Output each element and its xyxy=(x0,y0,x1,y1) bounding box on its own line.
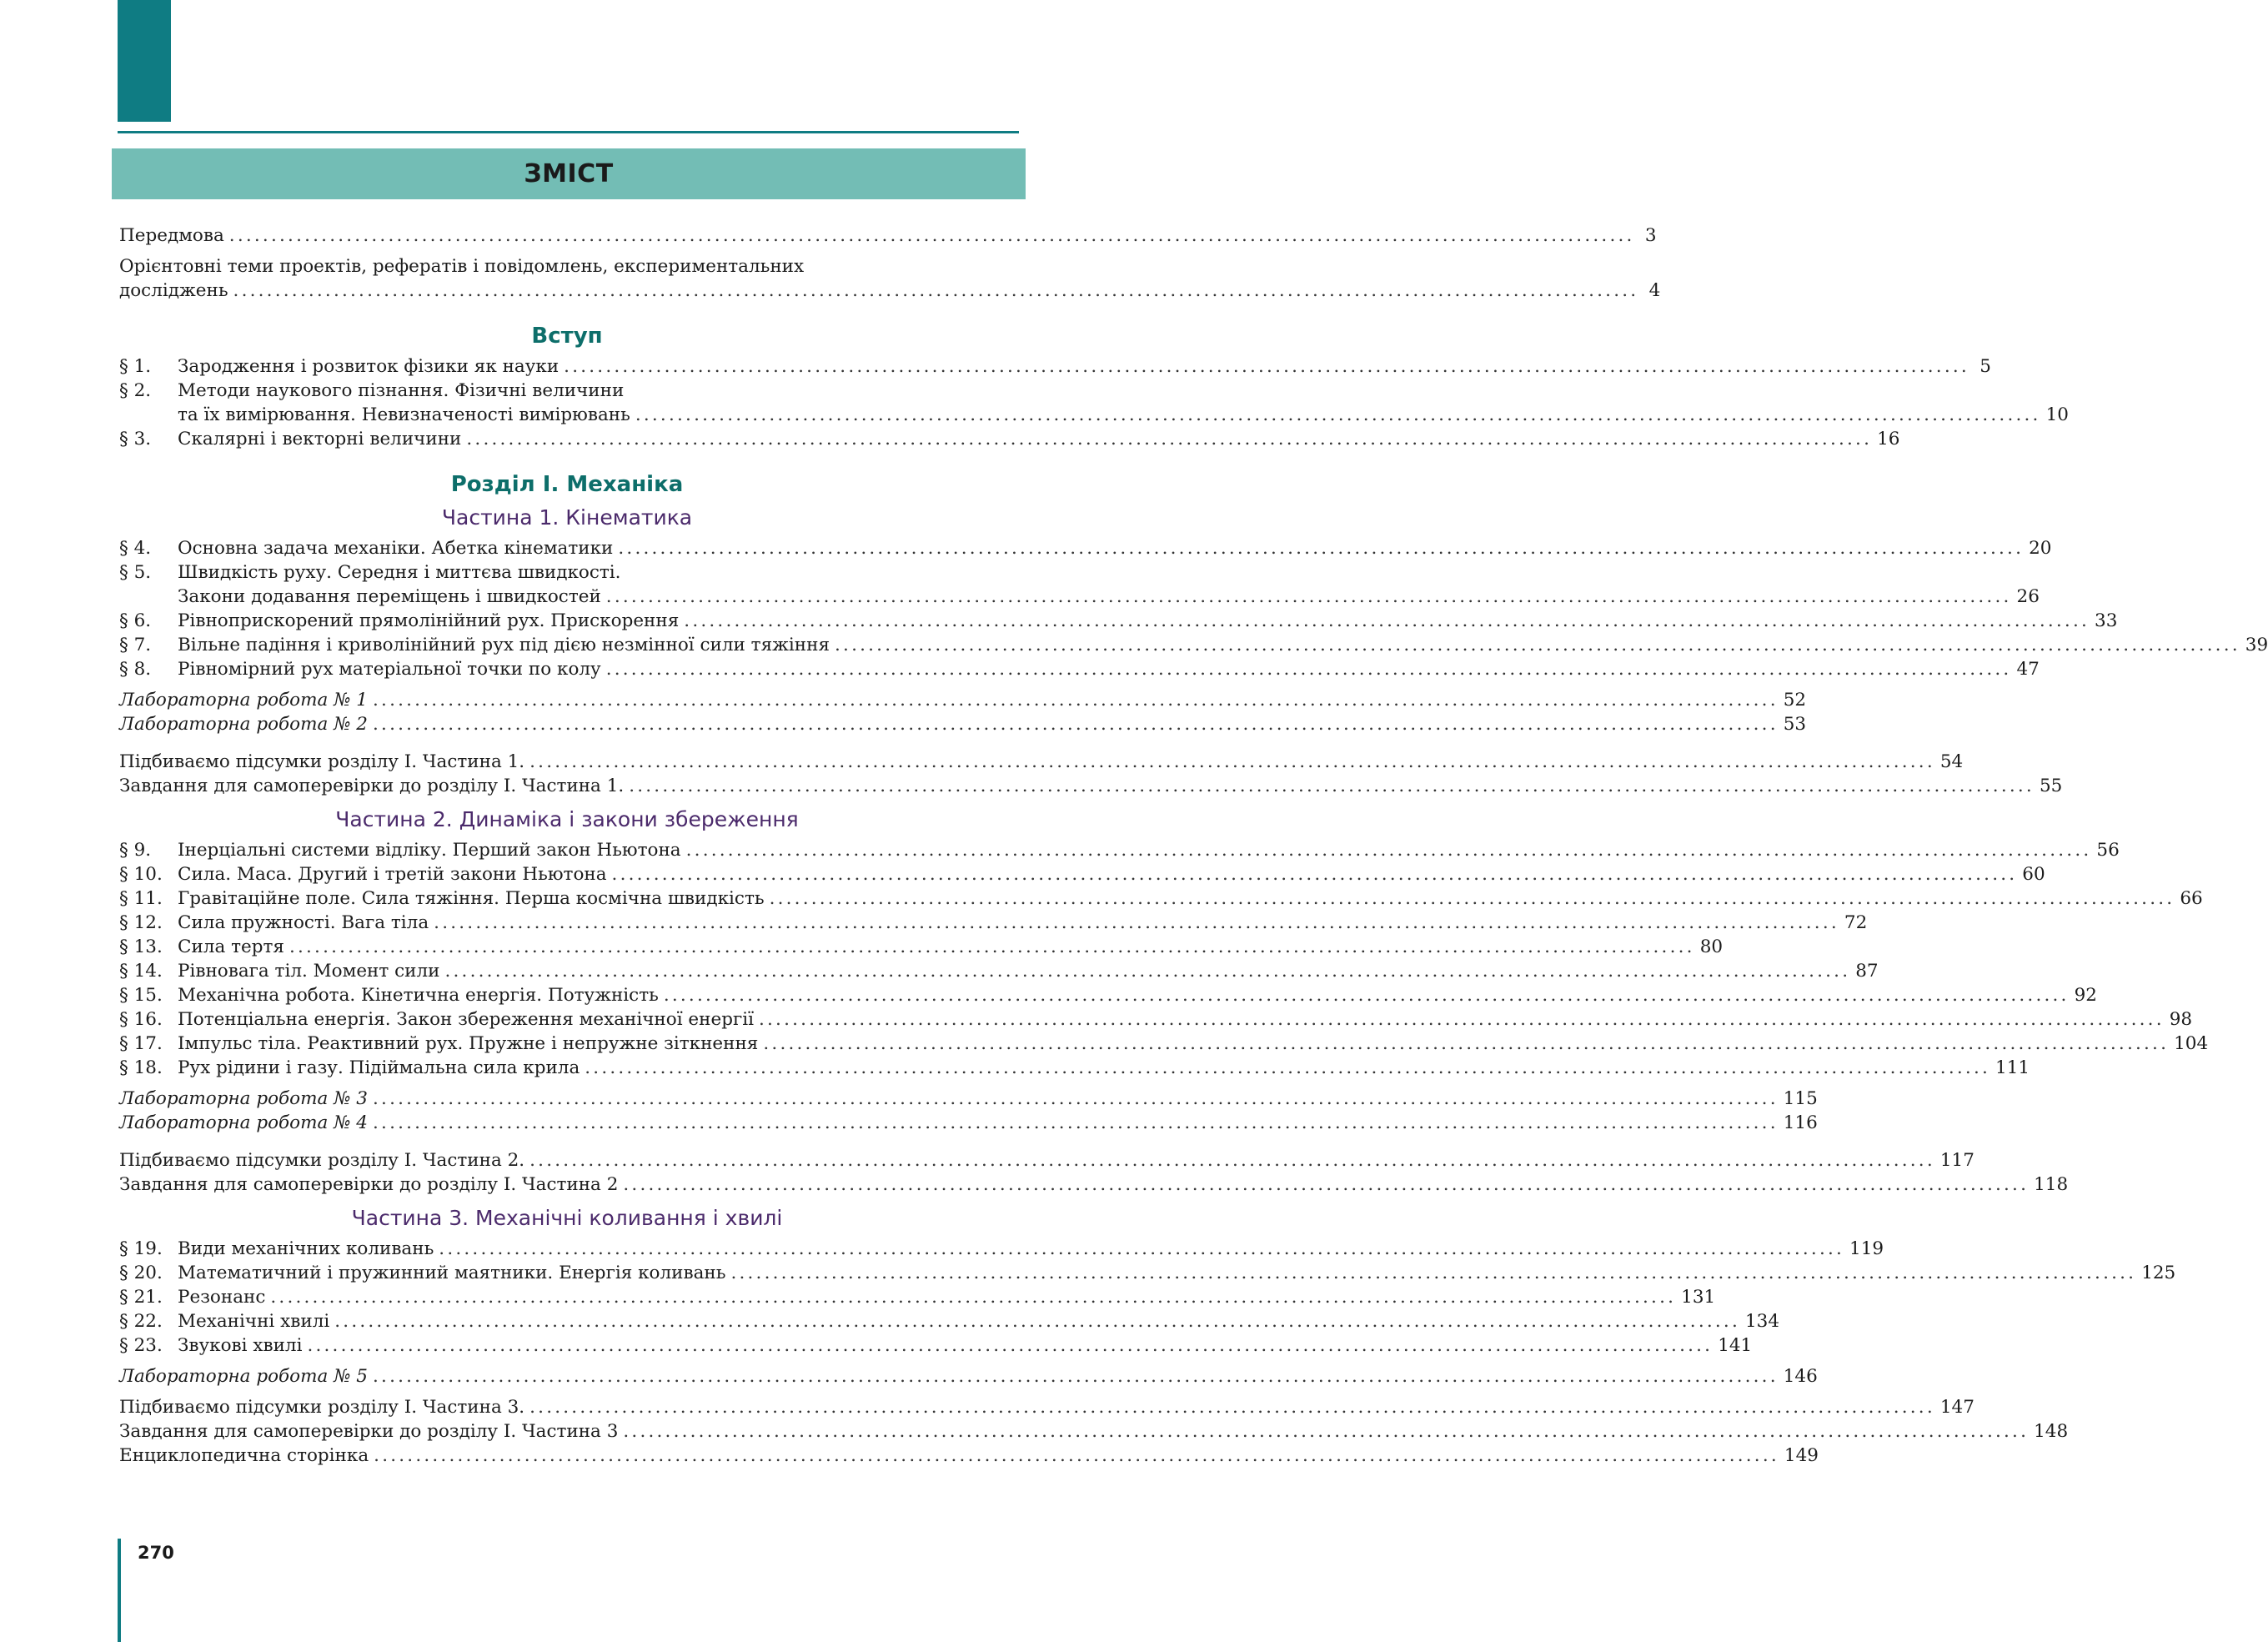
toc-entry[interactable] xyxy=(119,983,2097,1007)
toc-entry-summary[interactable] xyxy=(119,750,1964,774)
entry-title: Резонанс xyxy=(178,1287,266,1308)
toc-entry[interactable] xyxy=(119,838,2120,862)
leader-dots xyxy=(529,1395,1935,1419)
entry-title: Завдання для самоперевірки до розділу І. Частина 2 xyxy=(119,1174,619,1195)
entry-title: Основна задача механіки. Абетка кінематики xyxy=(178,538,614,559)
leader-dots xyxy=(606,657,2012,681)
entry-page: 146 xyxy=(1783,1366,1818,1387)
entry-title: Лабораторна робота № 1 xyxy=(119,690,368,711)
entry-page: 148 xyxy=(2034,1421,2069,1442)
leader-dots xyxy=(564,354,1969,379)
toc-entry[interactable] xyxy=(119,657,2040,681)
entry-title: Зародження і розвиток фізики як науки xyxy=(178,356,559,377)
toc-entry-topics-line1[interactable]: Орієнтовні теми проектів, рефератів і повідомлень, експериментальних xyxy=(119,256,805,277)
leader-dots xyxy=(373,688,1779,712)
entry-page: 16 xyxy=(1877,429,1900,449)
entry-title: Рівновага тіл. Момент сили xyxy=(178,961,440,982)
part-heading-oscillations: Частина 3. Механічні коливання і хвилі xyxy=(351,1206,783,1230)
entry-page: 141 xyxy=(1718,1335,1753,1356)
entry-page: 98 xyxy=(2169,1009,2193,1030)
entry-title: Інерціальні системи відліку. Перший закон Ньютона xyxy=(178,840,681,861)
toc-entry-summary[interactable] xyxy=(119,1395,1974,1419)
entry-number: § 12. xyxy=(119,912,163,933)
toc-entry-lab[interactable] xyxy=(119,1087,1818,1111)
entry-number: § 20. xyxy=(119,1263,163,1283)
entry-title: Завдання для самоперевірки до розділу І. Частина 1. xyxy=(119,776,625,796)
leader-dots xyxy=(444,959,1850,983)
entry-page: 52 xyxy=(1783,690,1807,711)
entry-page: 10 xyxy=(2045,404,2069,425)
entry-title: Рівномірний рух матеріальної точки по колу xyxy=(178,659,601,680)
toc-entry[interactable] xyxy=(119,354,1991,379)
toc-entry-continuation[interactable] xyxy=(119,585,2040,609)
toc-entry[interactable] xyxy=(119,1237,1884,1261)
entry-title: Швидкість руху. Середня і миттєва швидкості. xyxy=(178,562,621,583)
toc-entry-lab[interactable] xyxy=(119,1364,1818,1388)
leader-dots xyxy=(629,774,2035,798)
leader-dots xyxy=(730,1261,2136,1285)
entry-number: § 18. xyxy=(119,1057,163,1078)
entry-number: § 1. xyxy=(119,356,152,377)
entry-title: Підбиваємо підсумки розділу І. Частина 3. xyxy=(119,1397,525,1418)
entry-page: 104 xyxy=(2174,1033,2209,1054)
entry-title: Лабораторна робота № 5 xyxy=(119,1366,368,1387)
toc-entry[interactable] xyxy=(119,1056,2030,1080)
entry-title: Передмова xyxy=(119,225,224,246)
entry-number: § 21. xyxy=(119,1287,163,1308)
toc-entry[interactable] xyxy=(119,1261,2176,1285)
leader-dots xyxy=(307,1333,1713,1358)
part-heading-dynamics: Частина 2. Динаміка і закони збереження xyxy=(335,807,799,831)
entry-page: 5 xyxy=(1979,356,1991,377)
leader-dots xyxy=(759,1007,2165,1032)
entry-number: § 11. xyxy=(119,888,163,909)
entry-page: 72 xyxy=(1844,912,1868,933)
entry-title: Сила тертя xyxy=(178,936,284,957)
leader-dots xyxy=(434,911,1839,935)
leader-dots xyxy=(439,1237,1844,1261)
entry-page: 54 xyxy=(1939,751,1964,772)
toc-entry-summary[interactable] xyxy=(119,774,2063,798)
toc-entry[interactable] xyxy=(119,1309,1780,1333)
entry-page: 3 xyxy=(1644,225,1657,246)
leader-dots xyxy=(529,1148,1935,1172)
leader-dots xyxy=(763,1032,2169,1056)
entry-title: Імпульс тіла. Реактивний рух. Пружне і непружне зіткнення xyxy=(178,1033,759,1054)
leader-dots xyxy=(585,1056,1990,1080)
entry-page: 4 xyxy=(1648,280,1661,301)
leader-dots xyxy=(686,838,2092,862)
page-title: ЗМІСТ xyxy=(524,159,614,188)
toc-entry-encyclopedia[interactable] xyxy=(119,1444,1819,1468)
entry-page: 55 xyxy=(2039,776,2063,796)
leader-dots xyxy=(373,712,1779,736)
entry-title: Вільне падіння і криволінійний рух під дією незмінної сили тяжіння xyxy=(178,635,830,655)
entry-title: Скалярні і векторні величини xyxy=(178,429,462,449)
entry-title: Гравітаційне поле. Сила тяжіння. Перша космічна швидкість xyxy=(178,888,765,909)
entry-number: § 23. xyxy=(119,1335,163,1356)
entry-page: 39 xyxy=(2245,635,2268,655)
entry-page: 131 xyxy=(1681,1287,1716,1308)
footer-rule xyxy=(118,1539,121,1642)
entry-page: 60 xyxy=(2022,864,2045,885)
entry-page: 149 xyxy=(1784,1445,1819,1466)
toc-entry[interactable] xyxy=(119,1007,2193,1032)
entry-number: § 22. xyxy=(119,1311,163,1332)
entry-title: Види механічних коливань xyxy=(178,1238,434,1259)
toc-entry[interactable] xyxy=(119,935,1724,959)
entry-number: § 2. xyxy=(119,380,152,401)
toc-entry-summary[interactable] xyxy=(119,1148,1974,1172)
entry-number: § 19. xyxy=(119,1238,163,1259)
entry-number: § 15. xyxy=(119,985,163,1006)
toc-entry[interactable] xyxy=(119,886,2203,911)
toc-entry-foreword[interactable] xyxy=(119,223,1657,248)
leader-dots xyxy=(635,403,2041,427)
toc-entry-topics[interactable] xyxy=(119,279,1661,303)
entry-title: Лабораторна робота № 3 xyxy=(119,1088,368,1109)
entry-number: § 5. xyxy=(119,562,152,583)
entry-number: § 3. xyxy=(119,429,152,449)
entry-title: досліджень xyxy=(119,280,228,301)
section-heading-mechanics: Розділ І. Механіка xyxy=(450,472,684,497)
leader-dots xyxy=(334,1309,1740,1333)
leader-dots xyxy=(529,750,1935,774)
entry-number: § 10. xyxy=(119,864,163,885)
part-heading-kinematics: Частина 1. Кінематика xyxy=(441,505,693,530)
entry-page: 66 xyxy=(2180,888,2203,909)
leader-dots xyxy=(618,536,2024,560)
leader-dots xyxy=(373,1111,1779,1135)
leader-dots xyxy=(606,585,2012,609)
entry-page: 134 xyxy=(1745,1311,1780,1332)
leader-dots xyxy=(623,1172,2029,1197)
title-band xyxy=(112,148,1026,199)
entry-title: Лабораторна робота № 4 xyxy=(119,1112,368,1133)
entry-title: Енциклопедична сторінка xyxy=(119,1445,369,1466)
entry-page: 87 xyxy=(1855,961,1879,982)
entry-number: § 16. xyxy=(119,1009,163,1030)
entry-title: Математичний і пружинний маятники. Енергія коливань xyxy=(178,1263,726,1283)
toc-entry-summary[interactable] xyxy=(119,1419,2069,1444)
entry-number: § 14. xyxy=(119,961,163,982)
toc-entry[interactable] xyxy=(119,609,2118,633)
leader-dots xyxy=(373,1087,1779,1111)
leader-dots xyxy=(664,983,2070,1007)
leader-dots xyxy=(835,633,2240,657)
entry-number: § 9. xyxy=(119,840,152,861)
entry-page: 92 xyxy=(2074,985,2097,1006)
toc-entry[interactable] xyxy=(119,633,2268,657)
entry-page: 53 xyxy=(1783,714,1807,735)
leader-dots xyxy=(233,279,1639,303)
toc-entry-lab[interactable] xyxy=(119,712,1807,736)
toc-entry[interactable] xyxy=(119,1285,1716,1309)
entry-page: 116 xyxy=(1783,1112,1818,1133)
leader-dots xyxy=(229,223,1635,248)
entry-title: Методи наукового пізнання. Фізичні величини xyxy=(178,380,625,401)
entry-page: 118 xyxy=(2034,1174,2069,1195)
entry-title: Рівноприскорений прямолінійний рух. Прискорення xyxy=(178,610,680,631)
entry-title: Підбиваємо підсумки розділу І. Частина 1. xyxy=(119,751,525,772)
entry-page: 33 xyxy=(2095,610,2118,631)
entry-page: 26 xyxy=(2016,586,2040,607)
page-number: 270 xyxy=(138,1543,174,1563)
leader-dots xyxy=(684,609,2090,633)
entry-number: § 4. xyxy=(119,538,152,559)
corner-accent-bar xyxy=(118,0,171,122)
toc-entry[interactable] xyxy=(119,560,1015,585)
leader-dots xyxy=(374,1444,1779,1468)
entry-number: § 7. xyxy=(119,635,152,655)
toc-entry[interactable] xyxy=(119,536,2052,560)
toc-entry-continuation[interactable] xyxy=(119,403,2069,427)
entry-title: Рух рідини і газу. Підіймальна сила крила xyxy=(178,1057,580,1078)
toc-entry-summary[interactable] xyxy=(119,1172,2069,1197)
entry-page: 119 xyxy=(1849,1238,1884,1259)
entry-title: Підбиваємо підсумки розділу І. Частина 2. xyxy=(119,1150,525,1171)
toc-entry-lab[interactable] xyxy=(119,1111,1818,1135)
entry-page: 56 xyxy=(2096,840,2120,861)
entry-page: 111 xyxy=(1995,1057,2030,1078)
entry-page: 125 xyxy=(2141,1263,2176,1283)
entry-title: Механічна робота. Кінетична енергія. Потужність xyxy=(178,985,659,1006)
top-rule xyxy=(118,131,1019,133)
leader-dots xyxy=(373,1364,1779,1388)
leader-dots xyxy=(623,1419,2029,1444)
leader-dots xyxy=(466,427,1872,451)
entry-number: § 13. xyxy=(119,936,163,957)
entry-title: Звукові хвилі xyxy=(178,1335,303,1356)
leader-dots xyxy=(270,1285,1676,1309)
entry-title: Потенціальна енергія. Закон збереження механічної енергії xyxy=(178,1009,754,1030)
entry-title: Механічні хвилі xyxy=(178,1311,330,1332)
leader-dots xyxy=(289,935,1695,959)
entry-page: 47 xyxy=(2016,659,2040,680)
table-of-contents xyxy=(119,223,2268,1468)
entry-title: Сила пружності. Вага тіла xyxy=(178,912,429,933)
entry-page: 20 xyxy=(2029,538,2052,559)
leader-dots xyxy=(612,862,2018,886)
toc-entry[interactable] xyxy=(119,862,2045,886)
entry-title: Завдання для самоперевірки до розділу І. Частина 3 xyxy=(119,1421,619,1442)
entry-title: Лабораторна робота № 2 xyxy=(119,714,368,735)
entry-page: 80 xyxy=(1699,936,1724,957)
entry-page: 147 xyxy=(1939,1397,1974,1418)
leader-dots xyxy=(770,886,2175,911)
entry-number: § 8. xyxy=(119,659,152,680)
entry-title: та їх вимірювання. Невизначеності вимірювань xyxy=(178,404,630,425)
entry-number: § 6. xyxy=(119,610,152,631)
toc-entry-lab[interactable] xyxy=(119,688,1807,712)
entry-page: 115 xyxy=(1783,1088,1818,1109)
entry-page: 117 xyxy=(1939,1150,1974,1171)
entry-title: Закони додавання переміщень і швидкостей xyxy=(178,586,601,607)
toc-entry[interactable] xyxy=(119,1032,2209,1056)
section-heading-intro: Вступ xyxy=(531,324,603,349)
toc-entry[interactable] xyxy=(119,1333,1753,1358)
toc-entry[interactable] xyxy=(119,911,1868,935)
toc-entry[interactable] xyxy=(119,959,1879,983)
entry-number: § 17. xyxy=(119,1033,163,1054)
toc-entry[interactable] xyxy=(119,379,1015,403)
entry-title: Сила. Маса. Другий і третій закони Ньютона xyxy=(178,864,607,885)
toc-entry[interactable] xyxy=(119,427,1900,451)
